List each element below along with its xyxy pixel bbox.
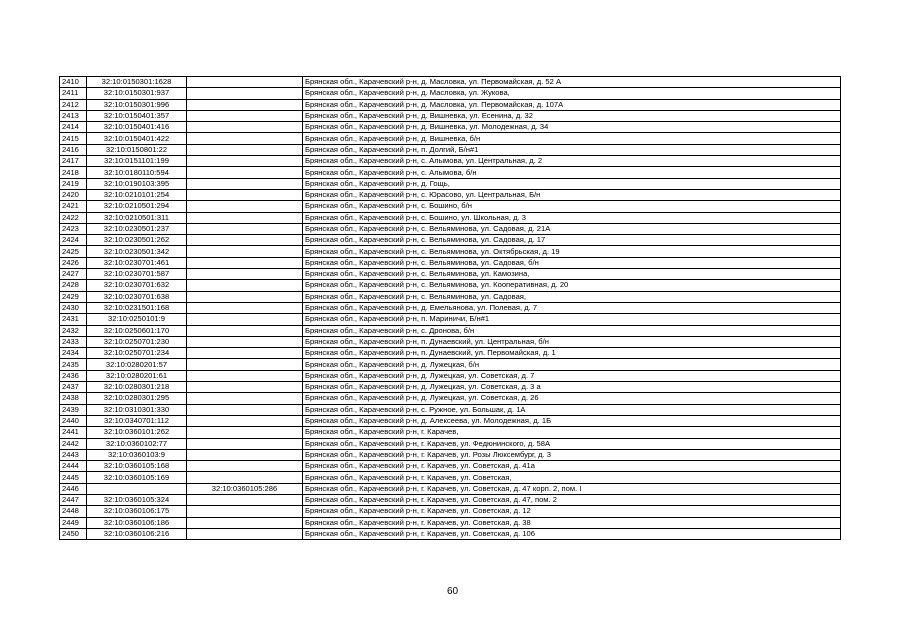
address-cell: Брянская обл., Карачевский р-н, с. Вельяминова, ул. Кооперативная, д. 20 [303, 280, 841, 291]
table-row [60, 246, 841, 257]
cadastral-number-alt-cell [187, 246, 303, 257]
address-cell: Брянская обл., Карачевский р-н, д. Гощь, [303, 178, 841, 189]
address-cell: Брянская обл., Карачевский р-н, с. Алымова, б/н [303, 167, 841, 178]
cadastral-number-alt-cell [187, 461, 303, 472]
cadastral-number-cell: 32:10:0340701:112 [87, 415, 187, 426]
cadastral-number-alt-cell [187, 427, 303, 438]
cadastral-number-cell: 32:10:0230701:632 [87, 280, 187, 291]
cadastral-number-cell: 32:10:0360101:262 [87, 427, 187, 438]
cadastral-number-alt-cell [187, 77, 303, 88]
cadastral-number-alt-cell [187, 291, 303, 302]
address-cell: Брянская обл., Карачевский р-н, с. Вельяминова, ул. Садовая, [303, 291, 841, 302]
table-row [60, 257, 841, 268]
address-cell: Брянская обл., Карачевский р-н, п. Дунаевский, ул. Первомайская, д. 1 [303, 348, 841, 359]
cadastral-number-alt-cell [187, 110, 303, 121]
row-number-cell: 2430 [60, 302, 87, 313]
row-number-cell: 2413 [60, 110, 87, 121]
table-row [60, 189, 841, 200]
address-cell: Брянская обл., Карачевский р-н, г. Карачев, ул. Советская, [303, 472, 841, 483]
table-row [60, 438, 841, 449]
cadastral-number-cell: 32:10:0230501:342 [87, 246, 187, 257]
row-number-cell: 2420 [60, 189, 87, 200]
cadastral-number-cell: 32:10:0280301:295 [87, 393, 187, 404]
cadastral-number-cell: 32:10:0230701:587 [87, 269, 187, 280]
table-row [60, 494, 841, 505]
cadastral-number-cell: 32:10:0150401:357 [87, 110, 187, 121]
table-row [60, 77, 841, 88]
cadastral-number-cell: 32:10:0360106:175 [87, 506, 187, 517]
cadastral-number-cell: 32:10:0210101:254 [87, 189, 187, 200]
address-cell: Брянская обл., Карачевский р-н, г. Карачев, ул. Советская, д. 106 [303, 528, 841, 539]
address-cell: Брянская обл., Карачевский р-н, п. Дунаевский, ул. Центральная, б/н [303, 336, 841, 347]
cadastral-number-cell: 32:10:0360105:168 [87, 461, 187, 472]
row-number-cell: 2439 [60, 404, 87, 415]
address-cell: Брянская обл., Карачевский р-н, г. Карачев, ул. Советская, д. 47, пом. 2 [303, 494, 841, 505]
cadastral-number-alt-cell [187, 167, 303, 178]
cadastral-number-alt-cell [187, 178, 303, 189]
table-row [60, 99, 841, 110]
address-cell: Брянская обл., Карачевский р-н, с. Алымова, ул. Центральная, д. 2 [303, 156, 841, 167]
table-row [60, 528, 841, 539]
address-cell: Брянская обл., Карачевский р-н, д. Вишневка, ул. Есенина, д. 32 [303, 110, 841, 121]
cadastral-number-cell: 32:10:0180110:594 [87, 167, 187, 178]
table-row [60, 348, 841, 359]
table-row [60, 280, 841, 291]
row-number-cell: 2447 [60, 494, 87, 505]
cadastral-number-alt-cell [187, 235, 303, 246]
cadastral-number-cell: 32:10:0360106:216 [87, 528, 187, 539]
table-row [60, 212, 841, 223]
registry-table [59, 76, 841, 540]
address-cell: Брянская обл., Карачевский р-н, с. Вельяминова, ул. Садовая, д. 21А [303, 223, 841, 234]
table-row [60, 449, 841, 460]
row-number-cell: 2419 [60, 178, 87, 189]
cadastral-number-cell: 32:10:0360103:9 [87, 449, 187, 460]
cadastral-number-alt-cell [187, 156, 303, 167]
row-number-cell: 2417 [60, 156, 87, 167]
address-cell: Брянская обл., Карачевский р-н, г. Карачев, ул. Советская, д. 41а [303, 461, 841, 472]
address-cell: Брянская обл., Карачевский р-н, д. Емельянова, ул. Полевая, д. 7 [303, 302, 841, 313]
cadastral-number-alt-cell [187, 280, 303, 291]
address-cell: Брянская обл., Карачевский р-н, д. Лужецкая, ул. Советская, д. 7 [303, 370, 841, 381]
cadastral-number-alt-cell [187, 201, 303, 212]
address-cell: Брянская обл., Карачевский р-н, д. Вишневка, б/н [303, 133, 841, 144]
row-number-cell: 2411 [60, 88, 87, 99]
cadastral-number-alt-cell [187, 223, 303, 234]
table-row [60, 393, 841, 404]
cadastral-number-cell: 32:10:0150301:996 [87, 99, 187, 110]
row-number-cell: 2445 [60, 472, 87, 483]
address-cell: Брянская обл., Карачевский р-н, д. Лужецкая, б/н [303, 359, 841, 370]
table-row [60, 483, 841, 494]
table-row [60, 517, 841, 528]
address-cell: Брянская обл., Карачевский р-н, с. Бошино, б/н [303, 201, 841, 212]
cadastral-number-alt-cell [187, 144, 303, 155]
cadastral-number-cell: 32:10:0250101:9 [87, 314, 187, 325]
cadastral-number-cell: 32:10:0280201:57 [87, 359, 187, 370]
cadastral-number-alt-cell [187, 449, 303, 460]
table-row [60, 472, 841, 483]
cadastral-number-alt-cell [187, 99, 303, 110]
row-number-cell: 2436 [60, 370, 87, 381]
row-number-cell: 2435 [60, 359, 87, 370]
row-number-cell: 2424 [60, 235, 87, 246]
table-row [60, 506, 841, 517]
row-number-cell: 2428 [60, 280, 87, 291]
row-number-cell: 2431 [60, 314, 87, 325]
cadastral-number-alt-cell [187, 506, 303, 517]
table-row [60, 156, 841, 167]
row-number-cell: 2422 [60, 212, 87, 223]
cadastral-number-alt-cell [187, 494, 303, 505]
row-number-cell: 2429 [60, 291, 87, 302]
cadastral-number-alt-cell [187, 404, 303, 415]
table-row [60, 269, 841, 280]
cadastral-number-cell: 32:10:0190103:395 [87, 178, 187, 189]
cadastral-number-cell: 32:10:0230501:237 [87, 223, 187, 234]
row-number-cell: 2416 [60, 144, 87, 155]
cadastral-number-cell [87, 483, 187, 494]
address-cell: Брянская обл., Карачевский р-н, д. Масловка, ул. Первомайская, д. 52 А [303, 77, 841, 88]
table-row [60, 235, 841, 246]
row-number-cell: 2446 [60, 483, 87, 494]
cadastral-number-cell: 32:10:0230701:461 [87, 257, 187, 268]
address-cell: Брянская обл., Карачевский р-н, г. Карачев, ул. Советская, д. 12 [303, 506, 841, 517]
row-number-cell: 2423 [60, 223, 87, 234]
cadastral-number-cell: 32:10:0360105:169 [87, 472, 187, 483]
cadastral-number-cell: 32:10:0250701:230 [87, 336, 187, 347]
cadastral-number-alt-cell [187, 528, 303, 539]
cadastral-number-cell: 32:10:0360105:324 [87, 494, 187, 505]
address-cell: Брянская обл., Карачевский р-н, с. Вельяминова, ул. Садовая, д. 17 [303, 235, 841, 246]
cadastral-number-cell: 32:10:0150301:1628 [87, 77, 187, 88]
cadastral-number-cell: 32:10:0150301:937 [87, 88, 187, 99]
row-number-cell: 2426 [60, 257, 87, 268]
address-cell: Брянская обл., Карачевский р-н, г. Карачев, ул. Розы Люксембург, д. 3 [303, 449, 841, 460]
cadastral-number-alt-cell [187, 257, 303, 268]
cadastral-number-alt-cell [187, 325, 303, 336]
table-row [60, 144, 841, 155]
cadastral-number-alt-cell [187, 122, 303, 133]
cadastral-number-alt-cell: 32:10:0360105:286 [187, 483, 303, 494]
cadastral-number-alt-cell [187, 314, 303, 325]
registry-table-body [60, 77, 841, 540]
table-row [60, 404, 841, 415]
row-number-cell: 2432 [60, 325, 87, 336]
row-number-cell: 2443 [60, 449, 87, 460]
cadastral-number-cell: 32:10:0250601:170 [87, 325, 187, 336]
table-row [60, 110, 841, 121]
row-number-cell: 2440 [60, 415, 87, 426]
address-cell: Брянская обл., Карачевский р-н, д. Лужецкая, ул. Советская, д. 3 а [303, 382, 841, 393]
address-cell: Брянская обл., Карачевский р-н, г. Карачев, [303, 427, 841, 438]
cadastral-number-cell: 32:10:0150801:22 [87, 144, 187, 155]
table-row [60, 201, 841, 212]
row-number-cell: 2418 [60, 167, 87, 178]
row-number-cell: 2442 [60, 438, 87, 449]
cadastral-number-alt-cell [187, 517, 303, 528]
cadastral-number-cell: 32:10:0150401:422 [87, 133, 187, 144]
page-number: 60 [446, 586, 459, 597]
table-row [60, 461, 841, 472]
cadastral-number-cell: 32:10:0230701:638 [87, 291, 187, 302]
cadastral-number-cell: 32:10:0310301:330 [87, 404, 187, 415]
row-number-cell: 2444 [60, 461, 87, 472]
cadastral-number-cell: 32:10:0250701:234 [87, 348, 187, 359]
cadastral-number-alt-cell [187, 269, 303, 280]
row-number-cell: 2441 [60, 427, 87, 438]
table-row [60, 359, 841, 370]
cadastral-number-alt-cell [187, 88, 303, 99]
cadastral-number-alt-cell [187, 302, 303, 313]
address-cell: Брянская обл., Карачевский р-н, с. Вельяминова, ул. Садовая, б/н [303, 257, 841, 268]
row-number-cell: 2427 [60, 269, 87, 280]
cadastral-number-alt-cell [187, 370, 303, 381]
row-number-cell: 2437 [60, 382, 87, 393]
address-cell: Брянская обл., Карачевский р-н, с. Вельяминова, ул. Октябрьская, д. 19 [303, 246, 841, 257]
cadastral-number-cell: 32:10:0280201:61 [87, 370, 187, 381]
row-number-cell: 2410 [60, 77, 87, 88]
row-number-cell: 2425 [60, 246, 87, 257]
row-number-cell: 2412 [60, 99, 87, 110]
address-cell: Брянская обл., Карачевский р-н, д. Вишневка, ул. Молодежная, д. 34 [303, 122, 841, 133]
table-row [60, 302, 841, 313]
row-number-cell: 2449 [60, 517, 87, 528]
cadastral-number-cell: 32:10:0360102:77 [87, 438, 187, 449]
row-number-cell: 2415 [60, 133, 87, 144]
address-cell: Брянская обл., Карачевский р-н, г. Карачев, ул. Федюнинского, д. 58А [303, 438, 841, 449]
cadastral-number-alt-cell [187, 393, 303, 404]
address-cell: Брянская обл., Карачевский р-н, д. Алексеева, ул. Молодежная, д. 1Б [303, 415, 841, 426]
row-number-cell: 2433 [60, 336, 87, 347]
row-number-cell: 2421 [60, 201, 87, 212]
row-number-cell: 2414 [60, 122, 87, 133]
address-cell: Брянская обл., Карачевский р-н, д. Масловка, ул. Первомайская, д. 107А [303, 99, 841, 110]
cadastral-number-alt-cell [187, 189, 303, 200]
cadastral-number-cell: 32:10:0210501:311 [87, 212, 187, 223]
address-cell: Брянская обл., Карачевский р-н, д. Масловка, ул. Жукова, [303, 88, 841, 99]
address-cell: Брянская обл., Карачевский р-н, г. Карачев, ул. Советская, д. 47 корп. 2, пом. I [303, 483, 841, 494]
cadastral-number-cell: 32:10:0280301:218 [87, 382, 187, 393]
cadastral-number-alt-cell [187, 359, 303, 370]
table-row [60, 336, 841, 347]
row-number-cell: 2438 [60, 393, 87, 404]
cadastral-number-alt-cell [187, 382, 303, 393]
cadastral-number-cell: 32:10:0231501:168 [87, 302, 187, 313]
cadastral-number-alt-cell [187, 133, 303, 144]
row-number-cell: 2450 [60, 528, 87, 539]
cadastral-number-alt-cell [187, 336, 303, 347]
address-cell: Брянская обл., Карачевский р-н, д. Лужецкая, ул. Советская, д. 26 [303, 393, 841, 404]
table-row [60, 122, 841, 133]
address-cell: Брянская обл., Карачевский р-н, п. Долгий, Б/н#1 [303, 144, 841, 155]
table-row [60, 370, 841, 381]
cadastral-number-alt-cell [187, 415, 303, 426]
table-row [60, 178, 841, 189]
row-number-cell: 2448 [60, 506, 87, 517]
address-cell: Брянская обл., Карачевский р-н, с. Юрасово, ул. Центральная, Б/н [303, 189, 841, 200]
table-row [60, 382, 841, 393]
address-cell: Брянская обл., Карачевский р-н, с. Дронова, б/н [303, 325, 841, 336]
cadastral-number-alt-cell [187, 212, 303, 223]
cadastral-number-cell: 32:10:0151101:199 [87, 156, 187, 167]
cadastral-number-cell: 32:10:0150401:416 [87, 122, 187, 133]
cadastral-number-cell: 32:10:0230501:262 [87, 235, 187, 246]
cadastral-number-cell: 32:10:0360106:186 [87, 517, 187, 528]
table-row [60, 314, 841, 325]
address-cell: Брянская обл., Карачевский р-н, п. Мариничи, Б/н#1 [303, 314, 841, 325]
cadastral-number-alt-cell [187, 348, 303, 359]
address-cell: Брянская обл., Карачевский р-н, с. Ружное, ул. Большак, д. 1А [303, 404, 841, 415]
cadastral-number-alt-cell [187, 472, 303, 483]
row-number-cell: 2434 [60, 348, 87, 359]
table-row [60, 223, 841, 234]
table-row [60, 167, 841, 178]
cadastral-number-alt-cell [187, 438, 303, 449]
table-row [60, 415, 841, 426]
table-row [60, 133, 841, 144]
address-cell: Брянская обл., Карачевский р-н, с. Бошино, ул. Школьная, д. 3 [303, 212, 841, 223]
address-cell: Брянская обл., Карачевский р-н, г. Карачев, ул. Советская, д. 38 [303, 517, 841, 528]
table-row [60, 291, 841, 302]
table-row [60, 427, 841, 438]
cadastral-number-cell: 32:10:0210501:294 [87, 201, 187, 212]
table-row [60, 325, 841, 336]
address-cell: Брянская обл., Карачевский р-н, с. Вельяминова, ул. Камозина, [303, 269, 841, 280]
table-row [60, 88, 841, 99]
